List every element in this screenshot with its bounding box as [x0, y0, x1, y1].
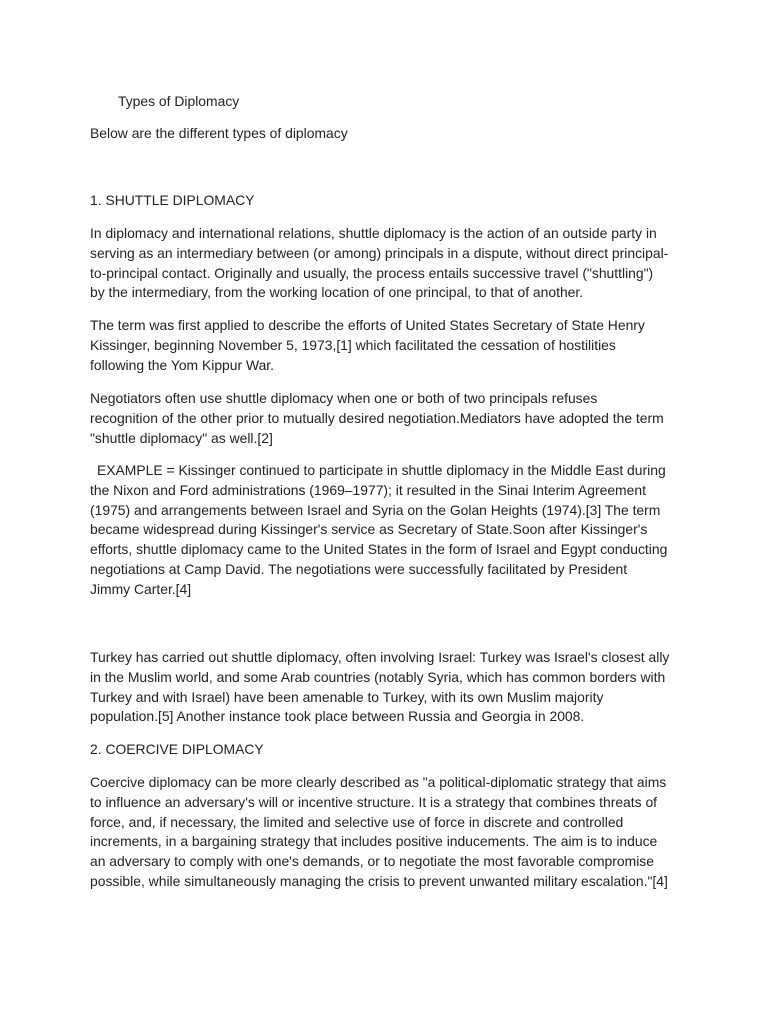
- paragraph: The term was first applied to describe the efforts of United States Secretary of State Henry Kissinger, beginning November 5, 1973,[1] which facilitated the cessation of hostilities following the Yom Kippur War.: [90, 317, 645, 373]
- paragraph: Coercive diplomacy can be more clearly described as "a political-diplomatic strategy that aims to influence an adversary's will or incentive structure. It is a strategy that combines threats of force, and, if necessary, the limited and selective use of force in discrete and controlled increments, in a bargaining strategy that includes positive inducements. The aim is to induce an adversary to comply with one's demands, or to negotiate the most favorable compromise possible, while simultaneously managing the crisis to prevent unwanted military escalation."[4]: [90, 774, 668, 889]
- intro-paragraph: Below are the different types of diplomacy: [90, 125, 348, 141]
- example-paragraph: EXAMPLE = Kissinger continued to participate in shuttle diplomacy in the Middle East during the Nixon and Ford administrations (1969–1977); it resulted in the Sinai Interim Agreement (1975) and arrangements between Israel and Syria on the Golan Heights (1974).[3] The term became widespread during Kissinger's service as Secretary of State.Soon after Kissinger's efforts, shuttle diplomacy came to the United States in the form of Israel and Egypt conducting negotiations at Camp David. The negotiations were successfully facilitated by President Jimmy Carter.[4]: [90, 462, 668, 597]
- section-heading-coercive: 2. COERCIVE DIPLOMACY: [90, 741, 264, 757]
- paragraph: In diplomacy and international relations, shuttle diplomacy is the action of an outside party in serving as an intermediary between (or among) principals in a dispute, without direct principal- to-principal contact. Originally and usually, the process entails successive travel ("shuttling") by the intermediary, from the working location of one principal, to that of another.: [90, 225, 669, 301]
- section-heading-shuttle: 1. SHUTTLE DIPLOMACY: [90, 192, 255, 208]
- document-title: Types of Diplomacy: [118, 93, 240, 109]
- paragraph: Turkey has carried out shuttle diplomacy, often involving Israel: Turkey was Israel's closest ally in the Muslim world, and some Arab countries (notably Syria, which has common borders with Turkey and with Israel) have been amenable to Turkey, with its own Muslim majority population.[5] Another instance took place between Russia and Georgia in 2008.: [90, 649, 670, 725]
- paragraph: Negotiators often use shuttle diplomacy when one or both of two principals refuses recognition of the other prior to mutually desired negotiation.Mediators have adopted the term "shuttle diplomacy" as well.[2]: [90, 390, 664, 446]
